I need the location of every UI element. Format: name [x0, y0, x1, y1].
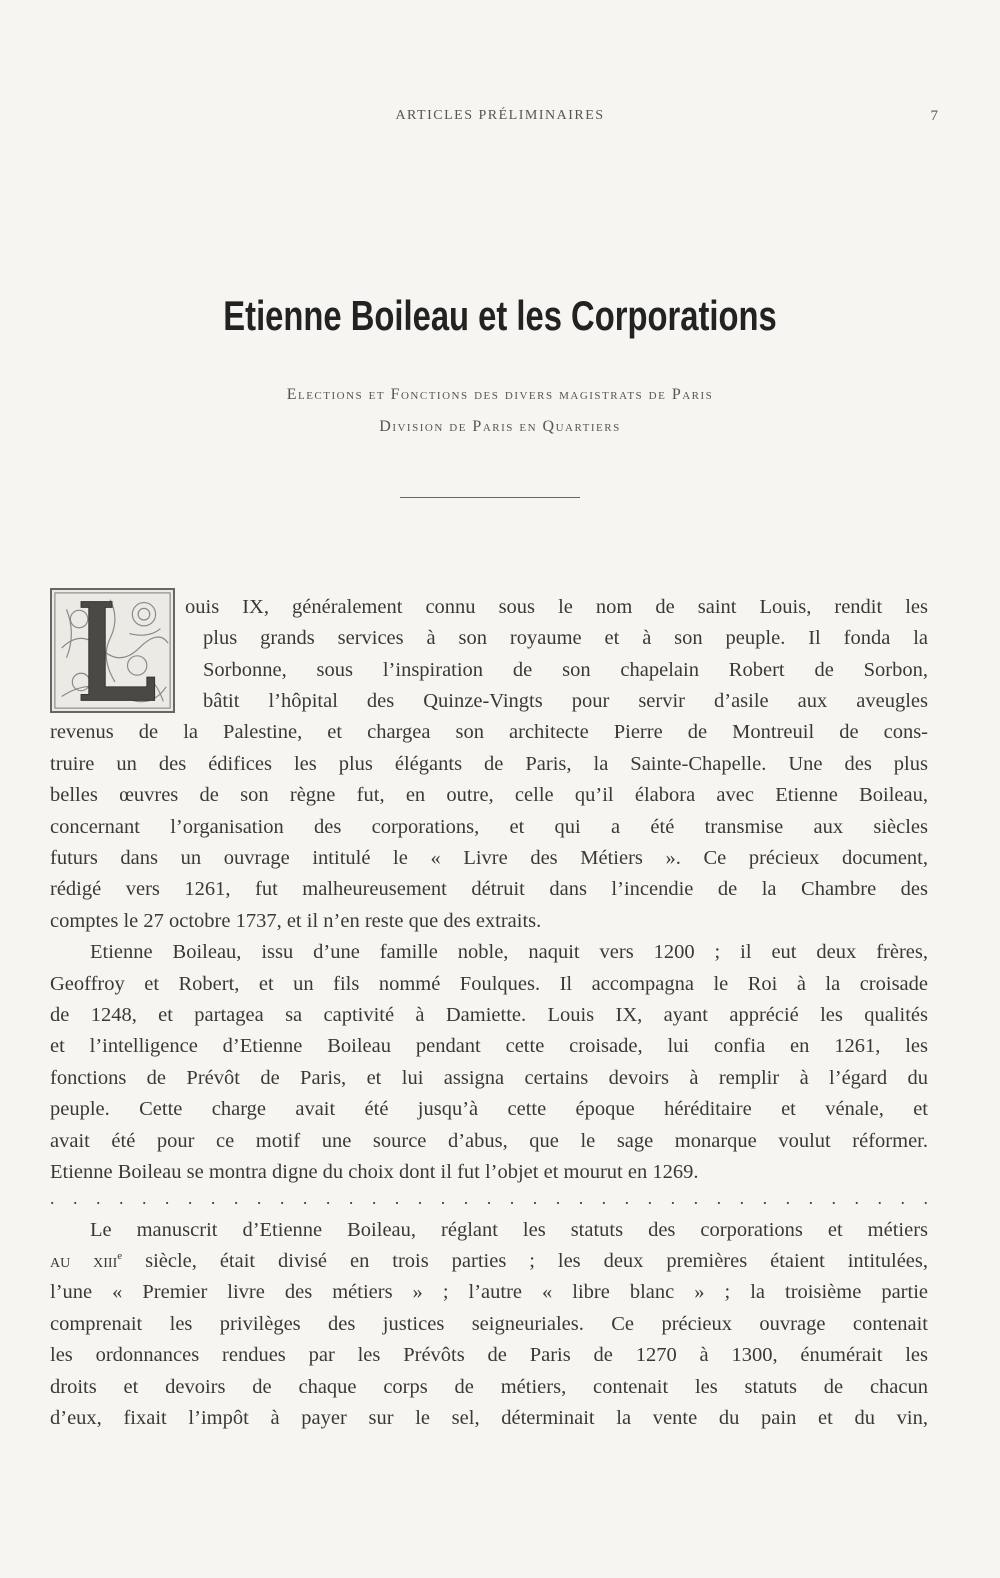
paragraph1-line: futurs dans un ouvrage intitulé le « Livre des Métiers ». Ce précieux document,	[50, 847, 928, 869]
paragraph1-line: Sorbonne, sous l’inspiration de son chapelain Robert de Sorbon,	[203, 659, 928, 681]
page-number: 7	[930, 108, 938, 124]
ornamental-dropcap	[50, 588, 175, 713]
paragraph1-line: concernant l’organisation des corporations, et qui a été transmise aux siècles	[50, 816, 928, 838]
paragraph2-line: Etienne Boileau, issu d’une famille noble, naquit vers 1200 ; il eut deux frères,	[90, 941, 928, 963]
century-superscript: e	[117, 1250, 123, 1263]
running-head: ARTICLES PRÉLIMINAIRES	[395, 108, 605, 123]
paragraph2-line: avait été pour ce motif une source d’abus, que le sage monarque voulut réformer.	[50, 1130, 928, 1152]
dropcap-letter: L	[52, 590, 53, 591]
paragraph3-line	[50, 1251, 928, 1272]
paragraph2-line: fonctions de Prévôt de Paris, et lui assigna certains devoirs à remplir à l’égard du	[50, 1067, 928, 1089]
paragraph1-line: rédigé vers 1261, fut malheureusement détruit dans l’incendie de la Chambre des	[50, 878, 928, 900]
paragraph1-line: comptes le 27 octobre 1737, et il n’en reste que des extraits.	[50, 910, 542, 932]
paragraph3-line: les ordonnances rendues par les Prévôts de Paris de 1270 à 1300, énumérait les	[50, 1344, 928, 1366]
paragraph3-line: Le manuscrit d’Etienne Boileau, réglant les statuts des corporations et métiers	[90, 1219, 928, 1241]
subtitle-line-2: Division de Paris en Quartiers	[379, 418, 621, 435]
century-numeral: au xiii	[50, 1250, 118, 1272]
paragraph1-line: revenus de la Palestine, et chargea son architecte Pierre de Montreuil de cons-	[50, 721, 928, 743]
paragraph1-line: ouis IX, généralement connu sous le nom de saint Louis, rendit les	[185, 596, 928, 618]
paragraph3-line: d’eux, fixait l’impôt à payer sur le sel, déterminait la vente du pain et du vin,	[50, 1407, 928, 1429]
floral-ornament-icon	[52, 590, 173, 711]
subtitle-line-1: Elections et Fonctions des divers magistrats de Paris	[286, 386, 714, 403]
paragraph2-line: Geoffroy et Robert, et un fils nommé Foulques. Il accompagna le Roi à la croisade	[50, 973, 928, 995]
paragraph3-line: l’une « Premier livre des métiers » ; l’autre « libre blanc » ; la troisième partie	[50, 1281, 928, 1303]
section-separator-dots: . . . . . . . . . . . . . . . . . . . . . . . . . . . . . . . . . . . . . . .	[50, 1188, 928, 1208]
paragraph3-line2-text: siècle, était divisé en trois parties ; les deux premières étaient intitulées,	[122, 1250, 928, 1272]
title-divider	[400, 497, 580, 498]
paragraph3-line: droits et devoirs de chaque corps de métiers, contenait les statuts de chacun	[50, 1376, 928, 1398]
paragraph2-line: et l’intelligence d’Etienne Boileau pendant cette croisade, lui confia en 1261, les	[50, 1035, 928, 1057]
paragraph3-line: comprenait les privilèges des justices seigneuriales. Ce précieux ouvrage contenait	[50, 1313, 928, 1335]
paragraph1-line: belles œuvres de son règne fut, en outre, celle qu’il élabora avec Etienne Boileau,	[50, 784, 928, 806]
paragraph2-line: de 1248, et partagea sa captivité à Damiette. Louis IX, ayant apprécié les qualités	[50, 1004, 928, 1026]
article-title: Etienne Boileau et les Corporations	[223, 292, 777, 339]
paragraph1-line: plus grands services à son royaume et à son peuple. Il fonda la	[203, 627, 928, 649]
paragraph1-line: bâtit l’hôpital des Quinze-Vingts pour servir d’asile aux aveugles	[203, 690, 928, 712]
paragraph1-line: truire un des édifices les plus élégants de Paris, la Sainte-Chapelle. Une des plus	[50, 753, 928, 775]
paragraph2-line: peuple. Cette charge avait été jusqu’à cette époque héréditaire et vénale, et	[50, 1098, 928, 1120]
paragraph2-line: Etienne Boileau se montra digne du choix dont il fut l’objet et mourut en 1269.	[50, 1161, 699, 1183]
